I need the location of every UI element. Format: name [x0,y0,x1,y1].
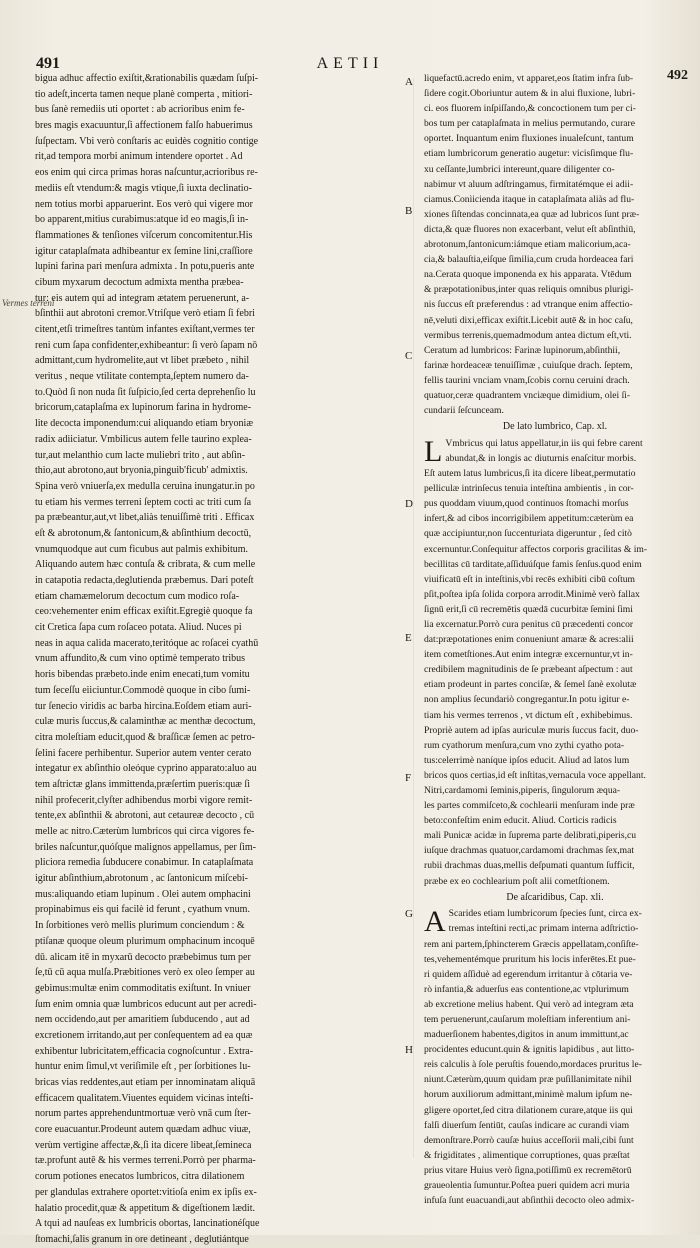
text-line: tiam his vermes terrenos , vt dictum eſt , exhibebimus. [424,709,633,721]
text-line: corum potiones enecatos lumbricos, citra dilationem [35,1171,245,1183]
text-line: prius vitare Huius verò ſigna,potiſſimū ex recremētorū [424,1164,632,1176]
text-line: mus:aliquando etiam lupinum . Olei autem omphacini [35,888,251,900]
text-line: xu ceſſante,lumbrici intereunt,quare diligenter co- [424,163,615,175]
text-line: excernuntur.Conſequitur affectos corporis gracilitas & im- [424,543,648,555]
text-line: quatuor,ceræ quadrantem vnciæque dimidium, olei ſi- [424,389,631,401]
text-line: excretionem irritando,aut per conſequentem ad ea quæ [35,1029,253,1041]
text-line: tu etiam his vermes terreni ſeptem coctì ac triti cum ſa [35,496,252,508]
running-head: AETII [316,55,384,72]
text-line: citra moleſtiam educit,quod & braſſicæ ſemen ac petro- [35,731,255,743]
text-line: Nitri,cardamomi ſeminis,piperis, ſingulorum æqua- [424,785,621,796]
text-line: nihil profecerit,clyſter adhibendus morbi vigore remit- [35,794,253,806]
text-line: eos enim qui circa primas horas naſcuntur,acrioribus re- [35,167,258,179]
text-line: norum partes apprehenduntmortuæ verò vnā cum ſter- [35,1108,251,1120]
text-line: rò infantia,& aduerſus eas contentione,ac vtplurimum [424,983,629,995]
text-line: radix adiiciatur. Vmbilicus autem felle taurino explea- [35,433,252,445]
text-line: ſidere cogit.Oboriuntur autem & in alui fluxione, lubri- [424,88,636,100]
text-line: rit,ad tempora morbi animum intendere oportet . Ad [35,151,243,163]
text-line: vnumquodque aut cum ficubus aut palmis exhibitum. [35,543,249,555]
text-line: bigua adhuc affectio exiſtit,&rationabilis quædam ſuſpi- [35,73,259,84]
text-line: lupini farina pari menſura admixta . In potu,pueris ante [35,261,255,273]
text-line: tem peruenerunt,cauſarum moleſtiam inferentium ani- [424,1014,631,1025]
text-line: ſum enim omnia quæ lumbricos educunt aut per acredi- [35,998,257,1010]
text-line: briles naſcuntur,quóſque malignos appellamus, per ſim- [35,841,256,853]
text-line: demonſtrare.Porrò cauſæ huius acceſſorii mali,cibi ſunt [424,1134,634,1146]
text-line: bus ſanè remediis uti oportet : ab acrioribus enim fe- [35,104,245,116]
text-line: reis calculis à ſole peruſtis fouendo,mordaces pruritus le- [424,1059,642,1071]
text-line: nē,veluti dixi,efficax exiſtit.Licebit autē & in hoc caſu, [424,314,633,326]
text-line: pſit,poſtea ipſa ſolida corpora arrodit.Minimè verò fallax [424,588,640,600]
section-letter-b: B [405,205,413,217]
text-line: tus:celerrimè naníque ipſos educit. Aliud ad latos lum [424,754,630,766]
section-letter-c: C [405,350,413,362]
text-line: etiam prodeunt in partes conciſæ, & ſemel ſanè exolutæ [424,679,637,691]
left-text-column [35,72,400,1245]
text-line: graueolentia ſumuntur.Poſtea pueri quidem acri muria [424,1180,630,1192]
text-line: etiam lumbricorum generatio augetur: vicisſimque flu- [424,148,634,160]
text-line: cibum myxarum decoctum admixta mentha præbea- [35,276,244,288]
text-line: præbe ex eo cochlearium poſt alii cometſtionem. [424,875,610,887]
text-line: gebimus:multæ enim commoditatis exiſtunt. In vniuer [35,982,251,994]
text-line: ptiſanæ quoque oleum plurimum omphacinum incoquē [35,935,255,947]
text-line: maduerſionem habentes,digitos in anum immittunt,ac [424,1029,629,1041]
section-letter-h: H [405,1044,413,1056]
text-line: tur: eis autem qui ad integram ætatem peruenerunt, a- [35,292,250,304]
text-line: Spina verò vniuerſa,ex medulla ceruina inungatur.in po [35,480,255,492]
text-line: vnum affundito,& cum vino optimè temperato tribus [35,653,246,665]
text-line: bſinthii aut abrotoni cremor.Vtriſque verò etiam ſi febri [35,308,255,320]
text-line: beto:confeſtim enim educit. Aliud. Corticis radicis [424,815,617,827]
text-line: igitur abſinthium,abrotonum , ac ſantonicum miſcebi- [35,873,249,885]
text-line: Aliquando autem hæc contuſa & cribrata, & cum melle [35,559,256,571]
text-line: nem occidendo,aut per amaritiem ſubducendo , aut ad [35,1014,250,1026]
text-line: ſe,tū cū aqua mulſa.Præbitiones verò ex oleo ſemper au [35,967,255,979]
text-line: pelliculæ intrinſecus tenuia inteſtina ambientis , in cor- [424,483,634,495]
text-line: bricas vias reddentes,aut etiam per innominatam aliquā [35,1077,256,1088]
text-line: pus quoddam viuum,quod continuos ſtomachi morſus [424,498,629,510]
text-line: falſi diuerſum ſentiūt, cauſas indicare ac curandi viam [424,1119,630,1131]
text-line: horum auxiliorum admittant,minimè malum ipſum ne- [424,1089,633,1101]
page-number-left: 491 [36,55,60,72]
text-line: liquefactū.acredo enim, vt apparet,eos ſtatim infra ſub- [424,73,634,84]
text-line: cia,& balauſtia,eiſque ſimilia,cum cruda hordeacea fari [424,254,634,266]
text-line: & præpotationibus,inter quas reliquis omnibus plurigi- [424,284,634,296]
chapter-body-lato-lumbrico [424,434,686,889]
text-line: tur,aut melanthio cum lacte muliebri trito , aut abſin- [35,449,246,461]
text-line: etiam chamæmelorum decoctum cum modico roſa- [35,590,240,602]
text-line: ſelini facere perhibentur. Superior autem venter cerato [35,747,252,759]
dropcap-a: A [424,905,446,939]
text-line: rem ani partem,ſphincterem Græcis appellatam,conſiſte- [424,938,639,950]
text-line: farinæ hordeaceæ tenuiſſimæ , cuiuſque drach. ſeptem, [424,359,633,371]
text-line: integatur ex abſinthio oleóque cyprino apparato:aluo au [35,763,257,775]
text-line: niunt.Cæterùm,quum quidam præ puſillanimitate nihil [424,1074,632,1086]
text-line: horis bibendas præbeto.inde enim enecati,tum vomitu [35,669,250,681]
text-line: infert,& ad cibos incorrigibilem appetitum:cæterùm ea [424,513,634,525]
right-column-intro [424,72,686,418]
text-line: Scarides etiam lumbricorum ſpecies ſunt, circa ex- [448,908,642,920]
text-line: huntur enim ſimul,vt veriſimile eſt , per ſorbitiones lu- [35,1061,251,1073]
text-line: quæ accipiuntur,non ſuccenturiata digeruntur , ſed citò [424,528,632,540]
text-line: citent,etſi trimeſtres tantùm infantes exiſtant,vermes ter [35,324,255,335]
chapter-heading-lato-lumbrico: De lato lumbrico, Cap. xl. [502,421,608,433]
text-line: cundarii ſeſcunceam. [424,405,504,417]
text-line: culæ muris ſuccus,& calaminthæ ac menthæ decoctum, [35,716,256,728]
chapter-body-ascaridibus [424,907,686,1208]
text-line: tum ſeceſſu eiiciuntur.Commodè quoque in cibo ſumi- [35,684,251,696]
text-line: propinabimus eis qui facilè id ferunt , cyathum vnum. [35,904,250,916]
text-line: mediis eſt vtendum:& magis vtique,ſi iuxta declinatio- [35,182,252,194]
text-line: abrotonum,ſantonicum:iámque etiam malicorium,aca- [424,239,631,251]
text-line: Eſt autem latus lumbricus,ſi ita dicere libeat,permutatio [424,468,636,480]
text-line: bres magis exacuuntur,ſi affectionem falſo habuerimus [35,120,253,132]
text-line: xiones ſiſtendas concinnata,ea quæ ad lubricos ſunt præ- [424,208,640,220]
text-line: oportet. Inquantum enim fluxiones inualeſcunt, tantum [424,133,634,145]
text-line: gligere oportet,ſed citra dilationem curare,atque iis qui [424,1104,633,1116]
text-line: to.Quòd ſi non nuda ſit ſuſpicio,ſed certa deprehenſio lu [35,386,256,398]
section-letter-a: A [405,76,413,88]
text-line: dicta,& quæ fluores non exacerbant, velut eſt abſinthiū, [424,223,636,235]
text-line: tur ſenecio viridis ac barba hircina.Eoſdem etiam auri- [35,700,252,712]
text-line: rubii drachmas duas,mellis deſpumati quantum ſufficit, [424,860,635,872]
text-line: reni cum ſapa confidenter,exhibeantur: ſi verò ſapam nō [35,339,258,351]
text-line: tes,vehementémque pruritum his locis inferētes.Et pue- [424,953,636,965]
text-line: & frigiditates , alimentique corruptiones, quas præſtat [424,1149,630,1161]
text-line: veritus , neque vtilitate contempta,ſeptem numero da- [35,371,249,383]
text-line: thio,aut abrotono,aut bryonia,pinguib'ficub' admixtis. [35,465,248,477]
right-text-column [424,72,686,1207]
text-line: rum cyathorum menſura,cum vno zythi cyatho pota- [424,739,625,751]
text-line: ab excretione melius habent. Qui verò ad integram æta [424,998,634,1010]
text-line: ſuſpectam. Vbi verò conſtaris ac euidès cognitio contige [35,135,259,147]
text-line: tem aſtrictæ glans immittenda,præſertim pueris:quæ ſi [35,778,250,790]
text-line: nabimur vt aluum adſtringamus, firmitatémque ei adii- [424,178,634,190]
text-line: neas in aqua calida macerato,teritóque ac roſacei cyathū [35,637,259,649]
text-line: Vmbricus qui latus appellatur,in iis qui febre carent [445,437,643,449]
text-line: tente,ex abſinthii & abrotoni, aut cetaureæ decocto , cū [35,810,255,822]
text-line: na.Cerata quoque imponenda ex his apparata. Vtēdum [424,269,632,281]
text-line: In ſorbitiones verò mellis plurimum conciendum : & [35,920,245,932]
text-line: bricorum,cataplaſma ex lupinorum farina in hydrome- [35,402,252,414]
text-line: credibilem magnitudinis de ſe præbeant aſpectum : aut [424,664,633,676]
text-line: lite decocta imponendum:cui aliquando etiam bryoniæ [35,418,253,430]
text-line: ſignū erit,ſi cū recremētis quædā cucurbitæ ſemini ſimi [424,603,633,615]
text-line: nem totius morbi apparuerint. Eos verò qui vigere mor [35,198,254,210]
text-line: ri quidem aſſiduè ad egerendum irritantur à cōtaria ve- [424,968,633,980]
text-line: pliciora remedia ſubducere conabimur. In cataplaſmata [35,857,254,869]
text-line: viuificatū eſt in inteſtinis,vbi recēs exhibiti cibū coſtum [424,573,636,585]
text-line: Propriè autem ad ipſas auriculæ muris ſuccus facit, duo- [424,724,639,736]
text-line: bos tum per cataplaſmata in melius permutando, curare [424,118,635,130]
text-line: igitur cataplaſmata adhibeantur ex ſemine lini,craſſiore [35,245,253,257]
text-line: fellis taurini vnciam vnam,ſcobis cornu ceruini drach. [424,374,630,386]
text-line: pa præbeantur,aut,vt libet,aliàs tenuiſſimè triti . Efficax [35,512,255,524]
text-line: efficacem qualitatem.Viuentes equidem vicinas inteſti- [35,1092,254,1104]
text-line: item cometſtiones.Aut enim integræ excernuntur,vt in- [424,649,633,661]
text-line: dat:præpotationes enim conueniunt amaræ & acres:alii [424,634,634,646]
text-line: tæ.profunt autē & his vermes terreni.Porrò per pharma- [35,1155,256,1167]
text-line: exhibentur lubricitatem,efficacia cognoſcuntur . Extra- [35,1045,254,1057]
chapter-heading-ascaridibus: De aſcaridibus, Cap. xli. [506,891,604,903]
dropcap-l: L [424,434,443,468]
text-line: les partes commiſceto,& cochlearii menſuram inde præ [424,800,635,812]
text-line: ciamus.Conìicienda itaque in cataplaſmata aliàs ad flu- [424,193,635,205]
text-line: core euacuantur.Prodeunt autem quædam adhuc viuæ, [35,1124,251,1136]
text-line: ſtomachi,ſalis granum in ore detineant , deglutiántque [35,1233,249,1245]
text-line: halatio procedit,quæ & appetitum & digeſtionem lædit. [35,1202,255,1214]
section-letter-e: E [405,632,412,644]
text-line: nis ſuccus eſt præferendus : ad vtranque enim affectio- [424,299,633,311]
text-line: flammationes & tenſiones viſcerum concomitentur.His [35,229,253,241]
text-line: verùm vertigine affectæ,&,ſi ita dicere libeat,ſemineca [35,1139,252,1151]
text-line: abundat,& in longis ac diuturnis enaſcitur morbis. [445,452,637,464]
margin-note: Vermes terreni [2,298,55,308]
text-line: cit Cretica ſapa cum roſaceo potata. Aliud. Nuces pi [35,622,242,634]
text-line: A tqui ad nauſeas ex lumbricis obortas, lancinationéſque [35,1218,260,1230]
section-letter-d: D [405,498,413,510]
text-line: in catapotia redacta,deglutienda præbemus. Dari poteſt [35,575,254,586]
text-line: tremas inteſtini recti,ac primam interna adſtrictio- [448,923,639,935]
text-line: iuſque drachmas quatuor,cardamomi drachmas ſex,mat [424,845,635,857]
text-line: Ceratum ad lumbricos: Farinæ lupinorum,abſinthii, [424,344,621,356]
text-line: eſt & abrotonum,& ſantonicum,& abſinthium decoctū, [35,527,252,539]
text-line: admittant,cum hydromelite,aut vt libet præbeto , nihil [35,355,250,367]
text-line: per glandulas extrahere oportet:vitioſa enim ex ipſis ex- [35,1186,257,1198]
section-letter-f: F [405,772,412,784]
page-number-right: 492 [667,68,688,83]
text-line: bo apparent,mitius curabimus:atque id eo magis,ſi in- [35,214,249,226]
text-line: becillitas cū tarditate,aſſiduúſque famis ſenſus.quod enim [424,558,642,570]
text-line: infuſa ſunt euacuandi,aut abſinthii decocto oleo admix- [424,1195,635,1207]
text-line: mali Punicæ acidæ in ſuprema parte delibrati,piperis,cu [424,830,637,842]
text-line: procidentes educunt.quin & ignitis lapidibus , aut litto- [424,1044,635,1056]
text-line: non amplius ſecundariò congregantur.In potu igitur e- [424,694,630,706]
text-line: vermibus terrenis,quemadmodum antea dictum eſt,vti. [424,329,632,341]
text-line: bricos quos certias,id eſt inſtitas,vernacula voce appellant. [424,769,646,781]
text-line: tio adeſt,incerta tamen neque planè comperta , mitiori- [35,88,253,100]
text-line: lia excernatur.Porrò cura penitus cū præcedenti concor [424,618,634,630]
text-line: melle ac nitro.Cæterùm lumbricos qui circa vigores fe- [35,826,255,837]
column-gutter [413,78,414,1158]
section-letter-g: G [405,908,413,920]
text-line: ci. eos fluorem inſpiſſando,& concoctionem tum per ci- [424,103,636,115]
text-line: dū. alicam itē in myxarū decocto præbebimus tum per [35,951,251,963]
text-line: ceo:vehementer enim efficax exiſtit.Egregiè quoque fa [35,606,253,618]
